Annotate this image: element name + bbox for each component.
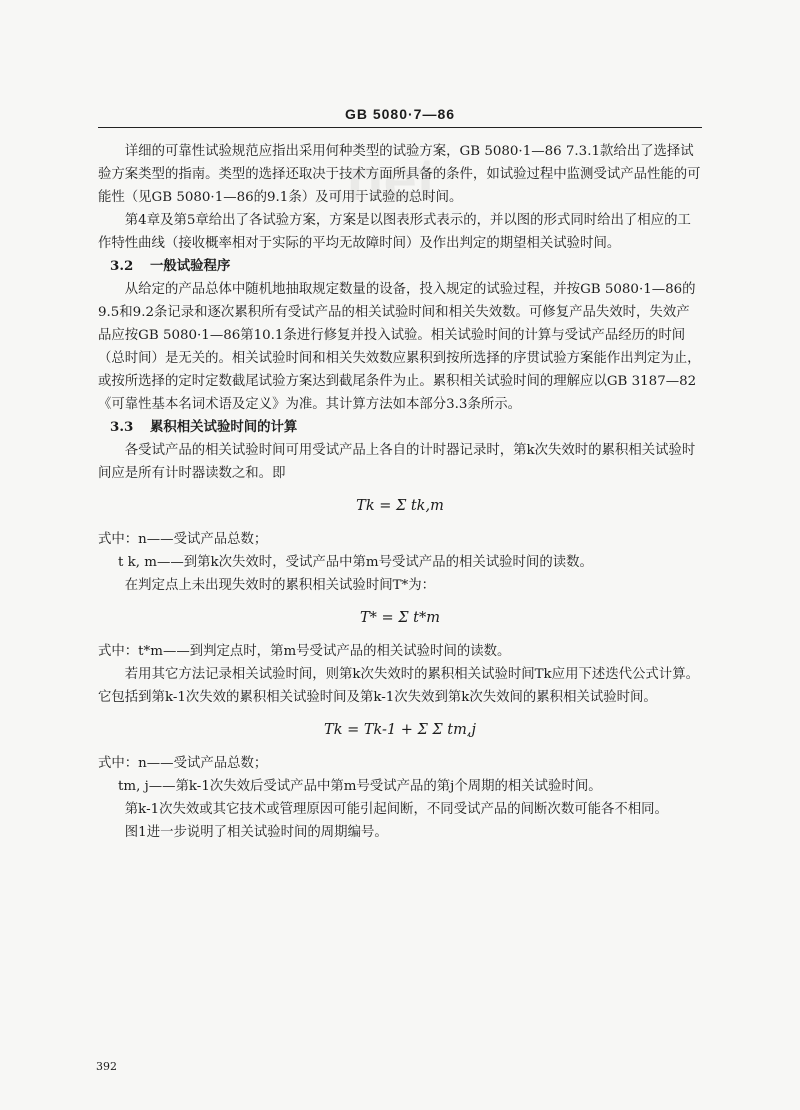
watermark: .net [330, 146, 437, 213]
paragraph-1: 详细的可靠性试验规范应指出采用何种类型的试验方案，GB 5080·1—86 7.3.1款给出了选择试验方案类型的指南。类型的选择还取决于技术方面所具备的条件，如试验过程中监测受试产品性能的可能性（见GB 5080·1—86的9.1条）及可用于试验的总时间。 [98, 144, 701, 205]
section-title: 一般试验程序 [150, 258, 231, 274]
header-rule [98, 127, 702, 128]
formula-3: Tk = Tk-1 + Σ Σ tm,j [324, 722, 476, 738]
where-clause-1b: t k, m——到第k次失效时，受试产品中第m号受试产品的相关试验时间的读数。 [118, 555, 593, 570]
paragraph-3: 从给定的产品总体中随机地抽取规定数量的设备，投入规定的试验过程，并按GB 5080·1—86的9.5和9.2条记录和逐次累积所有受试产品的相关试验时间和相关失效数。可修复产品失效时，失效产品应按GB 5080·1—86第10.1条进行修复并投入试验。相关试验时间的计算与受试产品经历的时间（总时间）是无关的。相关试验时间和相关失效数应累积到按所选择的序贯试验方案能作出判定为止，或按所选择的定时定数截尾试验方案达到截尾条件为止。累积相关试验时间的理解应以GB 3187—82《可靠性基本名词术语及定义》为准。其计算方法如本部分3.3条所示。 [98, 282, 701, 412]
formula-1: Tk = Σ tk,m [356, 498, 444, 514]
paragraph-4: 各受试产品的相关试验时间可用受试产品上各自的计时器记录时，第k次失效时的累积相关试验时间应是所有计时器读数之和。即 [98, 443, 696, 481]
where-clause-3b: tm, j——第k-1次失效后受试产品中第m号受试产品的第j个周期的相关试验时间。 [118, 779, 602, 794]
page-header: GB 5080·7—86 [344, 106, 456, 122]
where-clause-3a: 式中：n——受试产品总数； [98, 756, 268, 771]
page-number: 392 [96, 1060, 117, 1073]
section-number: 3.2 [110, 258, 134, 274]
paragraph-8: 图1进一步说明了相关试验时间的周期编号。 [124, 825, 388, 840]
paragraph-6: 若用其它方法记录相关试验时间，则第k次失效时的累积相关试验时间Tk应用下述迭代公式计算。它包括到第k-1次失效的累积相关试验时间及第k-1次失效到第k次失效间的累积相关试验时间。 [98, 667, 699, 705]
document-body [98, 140, 702, 844]
section-title: 累积相关试验时间的计算 [150, 419, 298, 435]
where-clause-2: 式中：t*m——到判定点时，第m号受试产品的相关试验时间的读数。 [98, 644, 511, 659]
paragraph-2: 第4章及第5章给出了各试验方案，方案是以图表形式表示的，并以图的形式同时给出了相应的工作特性曲线（接收概率相对于实际的平均无故障时间）及作出判定的期望相关试验时间。 [98, 213, 691, 251]
paragraph-7: 第k-1次失效或其它技术或管理原因可能引起间断，不同受试产品的间断次数可能各不相同。 [124, 802, 668, 817]
formula-2: T* = Σ t*m [360, 610, 440, 626]
where-clause-1a: 式中：n——受试产品总数； [98, 532, 268, 547]
section-heading-3-3 [98, 416, 702, 439]
section-number: 3.3 [110, 419, 134, 435]
section-heading-3-2 [98, 255, 702, 278]
paragraph-5: 在判定点上未出现失效时的累积相关试验时间T*为： [124, 578, 436, 593]
